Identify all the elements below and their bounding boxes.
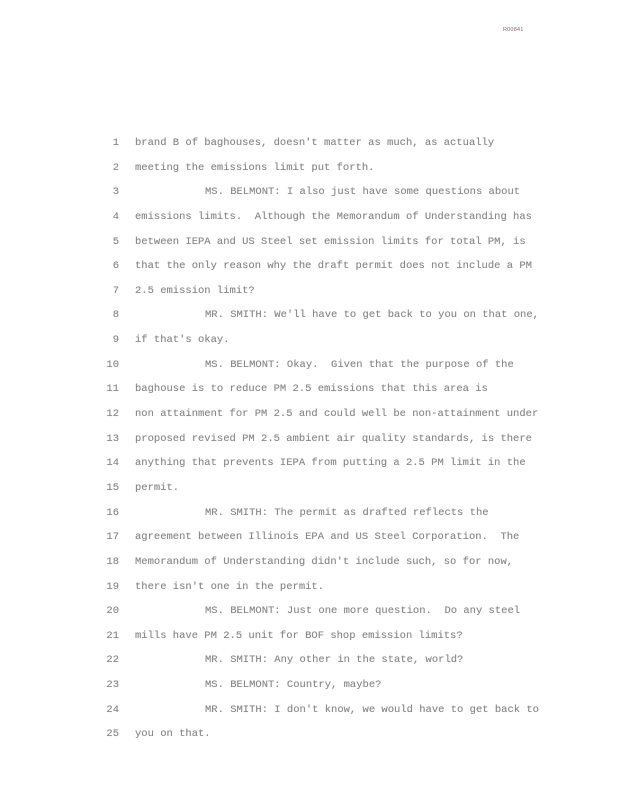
line-text: mills have PM 2.5 unit for BOF shop emission limits? <box>135 629 463 642</box>
transcript-line <box>0 433 618 458</box>
line-number: 6 <box>112 260 119 273</box>
line-text: MR. SMITH: I don't know, we would have to get back to <box>205 703 539 716</box>
line-text: if that's okay. <box>135 334 230 347</box>
line-number: 12 <box>106 408 119 421</box>
transcript-line <box>0 137 618 162</box>
line-text: proposed revised PM 2.5 ambient air quality standards, is there <box>135 432 532 445</box>
transcript-line <box>0 679 618 704</box>
line-text: agreement between Illinois EPA and US Steel Corporation. The <box>135 531 520 544</box>
line-text: anything that prevents IEPA from putting a 2.5 PM limit in the <box>135 457 526 470</box>
transcript-line <box>0 457 618 482</box>
line-text: there isn't one in the permit. <box>135 580 325 593</box>
line-number: 15 <box>106 481 119 494</box>
transcript-line <box>0 704 618 729</box>
line-number: 22 <box>106 654 119 667</box>
line-number: 11 <box>106 383 119 396</box>
transcript-line <box>0 507 618 532</box>
line-number: 4 <box>112 210 119 223</box>
transcript-line <box>0 236 618 261</box>
line-number: 20 <box>106 605 119 618</box>
transcript-line <box>0 482 618 507</box>
line-text: MS. BELMONT: Just one more question. Do any steel <box>205 605 521 618</box>
line-number: 3 <box>112 186 119 199</box>
line-number: 9 <box>112 334 119 347</box>
transcript-line <box>0 309 618 334</box>
line-number: 2 <box>112 161 119 174</box>
transcript-lines <box>0 137 618 753</box>
line-text: emissions limits. Although the Memorandum of Understanding has <box>135 210 532 223</box>
line-text: Memorandum of Understanding didn't include such, so for now, <box>135 555 514 568</box>
line-number: 25 <box>106 728 119 741</box>
line-number: 16 <box>106 506 119 519</box>
line-number: 24 <box>106 703 119 716</box>
line-text: permit. <box>135 481 180 494</box>
transcript-line <box>0 359 618 384</box>
line-text: meeting the emissions limit put forth. <box>135 161 375 174</box>
transcript-line <box>0 334 618 359</box>
transcript-line <box>0 260 618 285</box>
line-text: MR. SMITH: Any other in the state, world? <box>205 654 464 667</box>
line-number: 14 <box>106 457 119 470</box>
line-text: you on that. <box>135 728 211 741</box>
line-text: non attainment for PM 2.5 and could well be non-attainment under <box>135 408 539 421</box>
line-number: 17 <box>106 531 119 544</box>
line-text: 2.5 emission limit? <box>135 284 255 297</box>
line-text: brand B of baghouses, doesn't matter as much, as actually <box>135 137 495 149</box>
transcript-line <box>0 581 618 606</box>
line-text: MR. SMITH: We'll have to get back to you on that one, <box>205 309 539 322</box>
line-text: MS. BELMONT: Okay. Given that the purpose of the <box>205 358 514 371</box>
transcript-line <box>0 728 618 753</box>
transcript-line <box>0 630 618 655</box>
line-number: 5 <box>112 235 119 248</box>
line-number: 1 <box>112 137 119 149</box>
transcript-line <box>0 211 618 236</box>
line-text: between IEPA and US Steel set emission limits for total PM, is <box>135 235 526 248</box>
transcript-line <box>0 654 618 679</box>
line-text: MS. BELMONT: Country, maybe? <box>205 679 382 692</box>
line-number: 18 <box>106 555 119 568</box>
line-text: MR. SMITH: The permit as drafted reflects the <box>205 506 489 519</box>
line-number: 10 <box>106 358 119 371</box>
line-text: baghouse is to reduce PM 2.5 emissions that this area is <box>135 383 488 396</box>
line-text: MS. BELMONT: I also just have some questions about <box>205 186 521 199</box>
line-number: 13 <box>106 432 119 445</box>
transcript-line <box>0 556 618 581</box>
transcript-line <box>0 531 618 556</box>
transcript-line <box>0 408 618 433</box>
transcript-line <box>0 285 618 310</box>
line-number: 19 <box>106 580 119 593</box>
transcript-line <box>0 605 618 630</box>
line-number: 8 <box>112 309 119 322</box>
transcript-line <box>0 162 618 187</box>
bates-stamp: R00841 <box>503 27 524 33</box>
line-number: 21 <box>106 629 119 642</box>
line-text: that the only reason why the draft permit does not include a PM <box>135 260 532 273</box>
line-number: 23 <box>106 679 119 692</box>
transcript-line <box>0 383 618 408</box>
transcript-line <box>0 186 618 211</box>
line-number: 7 <box>112 284 119 297</box>
